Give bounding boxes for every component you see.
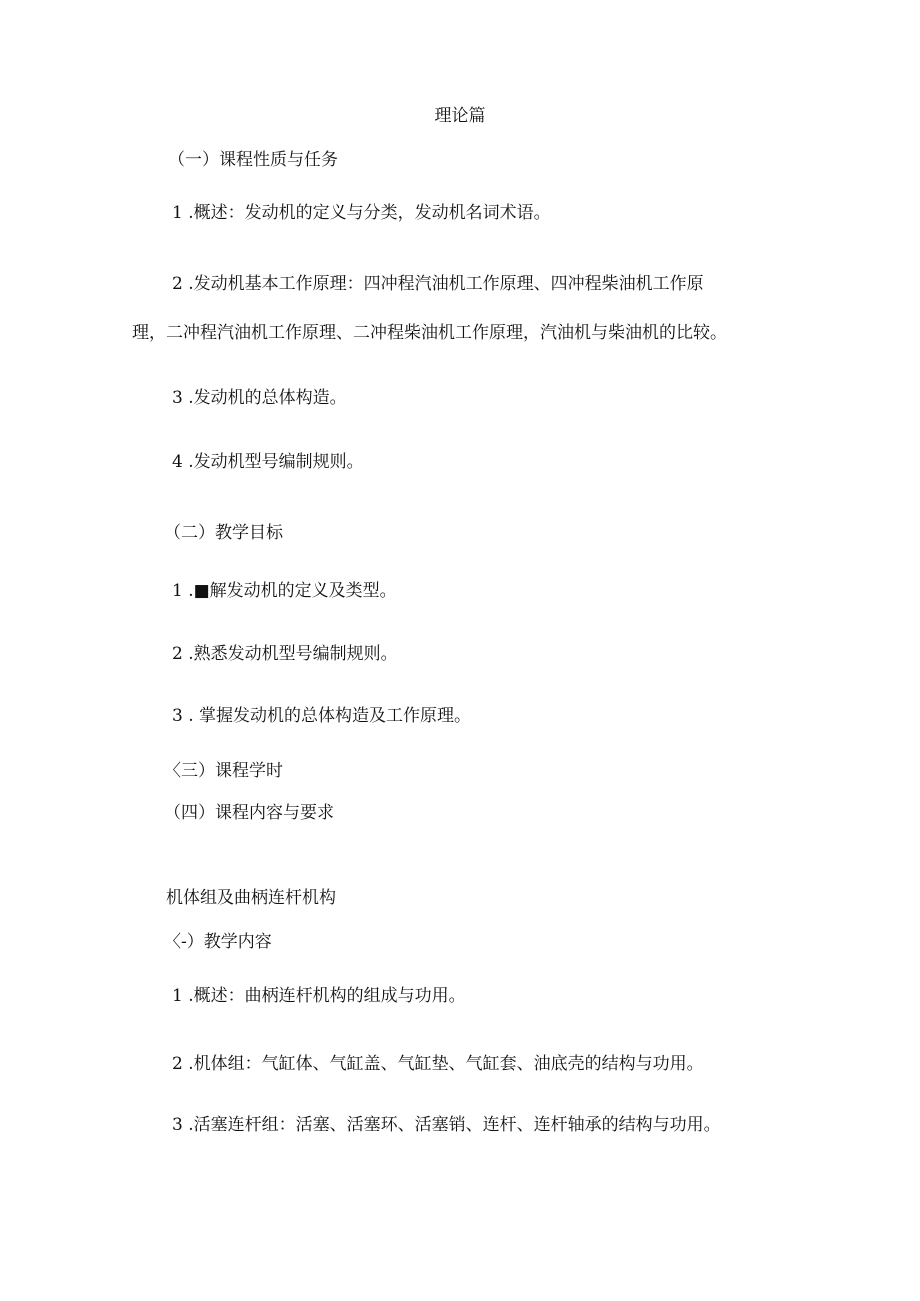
text-line: 1 .概述：发动机的定义与分类，发动机名词术语。 xyxy=(172,203,551,223)
text-line: 3 . 掌握发动机的总体构造及工作原理。 xyxy=(172,706,472,726)
chapter-heading: 机体组及曲柄连杆机构 xyxy=(166,888,336,908)
section-heading-2: （二）教学目标 xyxy=(164,523,283,543)
text-line: 4 .发动机型号编制规则。 xyxy=(172,452,364,472)
text-line: 2 .机体组：气缸体、气缸盖、气缸垫、气缸套、油底壳的结构与功用。 xyxy=(172,1054,704,1074)
page-title: 理论篇 xyxy=(434,106,486,126)
text-line: 2 .熟悉发动机型号编制规则。 xyxy=(172,644,398,664)
section-heading-3: 〈三）课程学时 xyxy=(164,761,283,781)
text-line: 1 .概述：曲柄连杆机构的组成与功用。 xyxy=(172,986,466,1006)
text-line: 理，二冲程汽油机工作原理、二冲程柴油机工作原理，汽油机与柴油机的比较。 xyxy=(132,323,727,343)
text-line: 3 .发动机的总体构造。 xyxy=(172,388,347,408)
section-heading-1: （一）课程性质与任务 xyxy=(168,150,338,170)
text-line: 2 .发动机基本工作原理：四冲程汽油机工作原理、四冲程柴油机工作原 xyxy=(172,274,704,294)
section-heading-5: 〈-）教学内容 xyxy=(164,932,272,952)
section-heading-4: （四）课程内容与要求 xyxy=(164,803,334,823)
text-line: 1 .■解发动机的定义及类型。 xyxy=(172,581,397,601)
text-line: 3 .活塞连杆组：活塞、活塞环、活塞销、连杆、连杆轴承的结构与功用。 xyxy=(172,1115,721,1135)
